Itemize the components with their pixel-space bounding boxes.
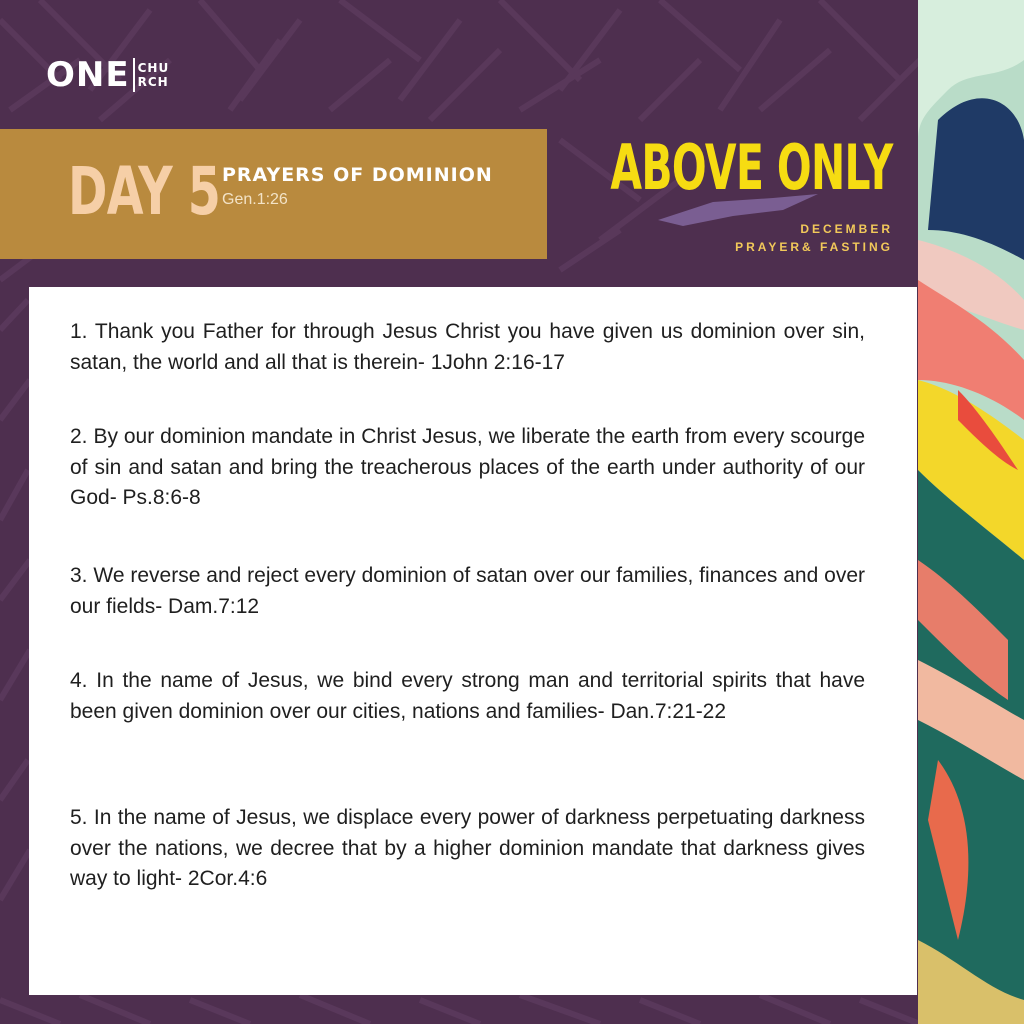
prayer-item-1: 1. Thank you Father for through Jesus Christ you have given us dominion over sin, satan, the world and all that is therein- 1John 2:16-17 — [70, 320, 865, 374]
prayer-item-4: 4. In the name of Jesus, we bind every strong man and territorial spirits that have been given dominion over our cities, nations and families- Dan.7:21-22 — [70, 669, 865, 723]
day-reference: Gen.1:26 — [222, 191, 288, 208]
logo-church-bottom: RCH — [137, 75, 169, 89]
day-title: PRAYERS OF DOMINION — [222, 164, 493, 186]
series-lockup — [610, 130, 893, 260]
series-title: ABOVE ONLY — [610, 131, 893, 204]
day-banner — [0, 129, 547, 259]
logo-divider — [133, 58, 135, 92]
prayer-card — [29, 287, 917, 995]
prayer-item-3: 3. We reverse and reject every dominion of satan over our families, finances and over our fields- Dam.7:12 — [70, 564, 865, 618]
prayer-item-5: 5. In the name of Jesus, we displace every power of darkness perpetuating darkness over the nations, we decree that by a higher dominion mandate that darkness gives way to light- 2Cor.4:6 — [70, 806, 865, 890]
painted-art-strip — [918, 0, 1024, 1024]
prayer-item-2: 2. By our dominion mandate in Christ Jesus, we liberate the earth from every scourge of sin and satan and bring the treacherous places of the earth under authority of our God- Ps.8:6-8 — [70, 425, 865, 509]
logo-church-top: CHU — [137, 61, 170, 75]
series-subtitle: PRAYER& FASTING — [735, 240, 893, 254]
day-label: DAY 5 — [68, 153, 221, 230]
church-logo — [46, 55, 170, 95]
logo-church-text — [138, 61, 170, 89]
logo-one-text: ONE — [46, 55, 130, 95]
series-month: DECEMBER — [800, 222, 893, 236]
